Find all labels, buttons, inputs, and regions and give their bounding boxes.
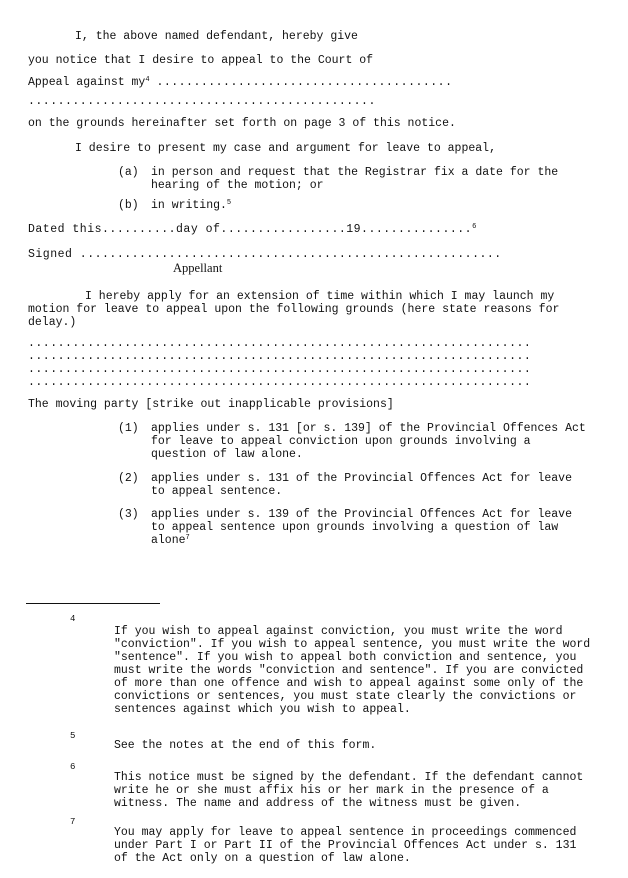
reasons-line-1[interactable]: .................................................................... xyxy=(28,337,532,350)
signed-field[interactable]: Signed ......................................................... xyxy=(28,248,502,261)
footnote-7-text: You may apply for leave to appeal sentence in proceedings commenced under Part I or Part II of the Provincial Offences Act under s. 131 of the Act only on a question of law alone. xyxy=(114,826,577,865)
notice-line-5: on the grounds hereinafter set forth on page 3 of this notice. xyxy=(28,117,456,130)
notice-line-2: you notice that I desire to appeal to the Court of xyxy=(28,54,374,67)
moving-party-heading: The moving party [strike out inapplicable provisions] xyxy=(28,398,394,411)
appellant-label: Appellant xyxy=(173,261,223,275)
appeal-against-field[interactable]: ........................................ xyxy=(156,76,453,89)
notice-line-1: I, the above named defendant, hereby give xyxy=(75,30,358,43)
footnote-4-text: If you wish to appeal against conviction, you must write the word "conviction". If you wish to appeal sentence, you must write the word "sentence". If you wish to appeal both conviction and sentence, you must write the words "conviction and sentence". If you are convicted of more than one offence and wish to appeal against some only of the convictions or sentences, you must state clearly the convictions or sentences against which you wish to appeal. xyxy=(114,625,591,716)
reasons-line-2[interactable]: .................................................................... xyxy=(28,350,532,363)
footnote-ref-6: 6 xyxy=(472,223,477,231)
option-b-label: (b) xyxy=(118,199,139,212)
provision-2-label: (2) xyxy=(118,472,139,485)
reasons-line-3[interactable]: .................................................................... xyxy=(28,363,532,376)
option-a-text: in person and request that the Registrar fix a date for the hearing of the motion; or xyxy=(151,166,559,192)
footnote-ref-7: 7 xyxy=(185,534,190,542)
footnote-5-number: 5 xyxy=(70,731,76,741)
dated-field[interactable]: Dated this..........day of.................19............... xyxy=(28,223,473,236)
provision-2-text: applies under s. 131 of the Provincial Offences Act for leave to appeal sentence. xyxy=(151,472,572,498)
notice-line-3 xyxy=(28,76,452,89)
footnote-7-number: 7 xyxy=(70,817,76,827)
notice-line-3-text: Appeal against my xyxy=(28,76,146,89)
reasons-line-4[interactable]: .................................................................... xyxy=(28,376,532,389)
extension-text: I hereby apply for an extension of time within which I may launch my motion for leave to appeal upon the following grounds (here state reasons for delay.) xyxy=(28,290,560,329)
provision-3-text: applies under s. 139 of the Provincial Offences Act for leave to appeal sentence upon grounds involving a question of law alone xyxy=(151,508,572,547)
footnote-5-text: See the notes at the end of this form. xyxy=(114,739,377,752)
footnote-4-number: 4 xyxy=(70,614,76,624)
option-b xyxy=(151,199,231,212)
provision-3 xyxy=(151,508,591,547)
present-case-text: I desire to present my case and argument for leave to appeal, xyxy=(75,142,496,155)
option-a-label: (a) xyxy=(118,166,139,179)
footnote-6-text: This notice must be signed by the defendant. If the defendant cannot write he or she must affix his or her mark in the presence of a witness. The name and address of the witness must be given. xyxy=(114,771,584,810)
dated-line xyxy=(28,223,476,236)
option-b-text: in writing. xyxy=(151,199,227,212)
provision-1-text: applies under s. 131 [or s. 139] of the Provincial Offences Act for leave to appeal conviction upon grounds involving a question of law alone. xyxy=(151,422,586,461)
provision-3-label: (3) xyxy=(118,508,139,521)
provision-1-label: (1) xyxy=(118,422,139,435)
footnote-6-number: 6 xyxy=(70,762,76,772)
appeal-against-field-line-2[interactable]: ............................................... xyxy=(28,95,376,108)
footnote-rule xyxy=(26,603,160,604)
footnote-ref-5: 5 xyxy=(226,199,232,207)
footnote-ref-4: 4 xyxy=(145,76,150,84)
